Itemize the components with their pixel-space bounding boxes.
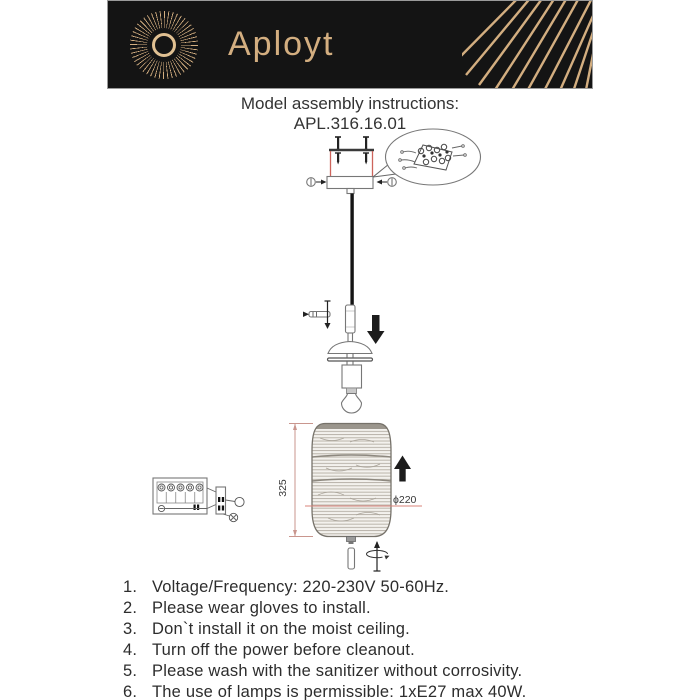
canopy-stem bbox=[347, 189, 354, 194]
starburst-core bbox=[152, 33, 176, 57]
instruction-item bbox=[123, 640, 526, 661]
shade-disc bbox=[328, 358, 373, 361]
model-number: APL.316.16.01 bbox=[293, 114, 407, 133]
instruction-text: Don`t install it on the moist ceiling. bbox=[152, 620, 410, 638]
suspension-wire bbox=[350, 194, 353, 306]
page-title: Model assembly instructions: bbox=[240, 94, 460, 113]
brand-name: Aployt bbox=[228, 25, 335, 63]
lamp-socket bbox=[342, 365, 362, 388]
diameter-label: ϕ220 bbox=[393, 494, 417, 506]
terminal-block-callout bbox=[373, 129, 481, 185]
instruction-number: 2. bbox=[123, 599, 138, 617]
set-screw-icon bbox=[303, 301, 331, 329]
down-arrow-icon bbox=[367, 315, 385, 344]
instruction-item bbox=[123, 619, 526, 640]
instruction-text: The use of lamps is permissible: 1xE27 max 40W. bbox=[152, 683, 527, 700]
instruction-text: Please wear gloves to install. bbox=[152, 599, 371, 617]
instruction-number: 4. bbox=[123, 641, 138, 659]
rotation-arrow-icon bbox=[367, 541, 390, 571]
shade-dome bbox=[328, 342, 372, 354]
height-dimension bbox=[277, 424, 313, 537]
instruction-number: 1. bbox=[123, 578, 138, 596]
height-label: 325 bbox=[277, 479, 289, 497]
ceiling-canopy bbox=[327, 177, 373, 189]
rays-decoration-icon bbox=[462, 1, 592, 88]
instruction-item bbox=[123, 661, 526, 682]
instruction-number: 6. bbox=[123, 683, 138, 700]
lampshade bbox=[312, 423, 391, 537]
instruction-number: 5. bbox=[123, 662, 138, 680]
bottom-finial bbox=[347, 537, 356, 570]
instruction-text: Turn off the power before cleanout. bbox=[152, 641, 415, 659]
instruction-text: Please wash with the sanitizer without corrosivity. bbox=[152, 662, 523, 680]
light-bulb bbox=[342, 388, 362, 413]
instruction-item bbox=[123, 682, 526, 700]
instruction-text: Voltage/Frequency: 220-230V 50-60Hz. bbox=[152, 578, 450, 596]
cord-grip bbox=[346, 305, 356, 342]
brand-banner bbox=[107, 0, 593, 89]
instructions-list bbox=[123, 577, 526, 700]
instruction-number: 3. bbox=[123, 620, 138, 638]
side-screw-right-icon bbox=[377, 178, 397, 187]
assembly-diagram bbox=[100, 120, 500, 580]
up-arrow-icon bbox=[394, 456, 411, 482]
wiring-diagram bbox=[153, 478, 244, 522]
side-screw-left-icon bbox=[307, 178, 327, 187]
instruction-item bbox=[123, 598, 526, 619]
instruction-item bbox=[123, 577, 526, 598]
